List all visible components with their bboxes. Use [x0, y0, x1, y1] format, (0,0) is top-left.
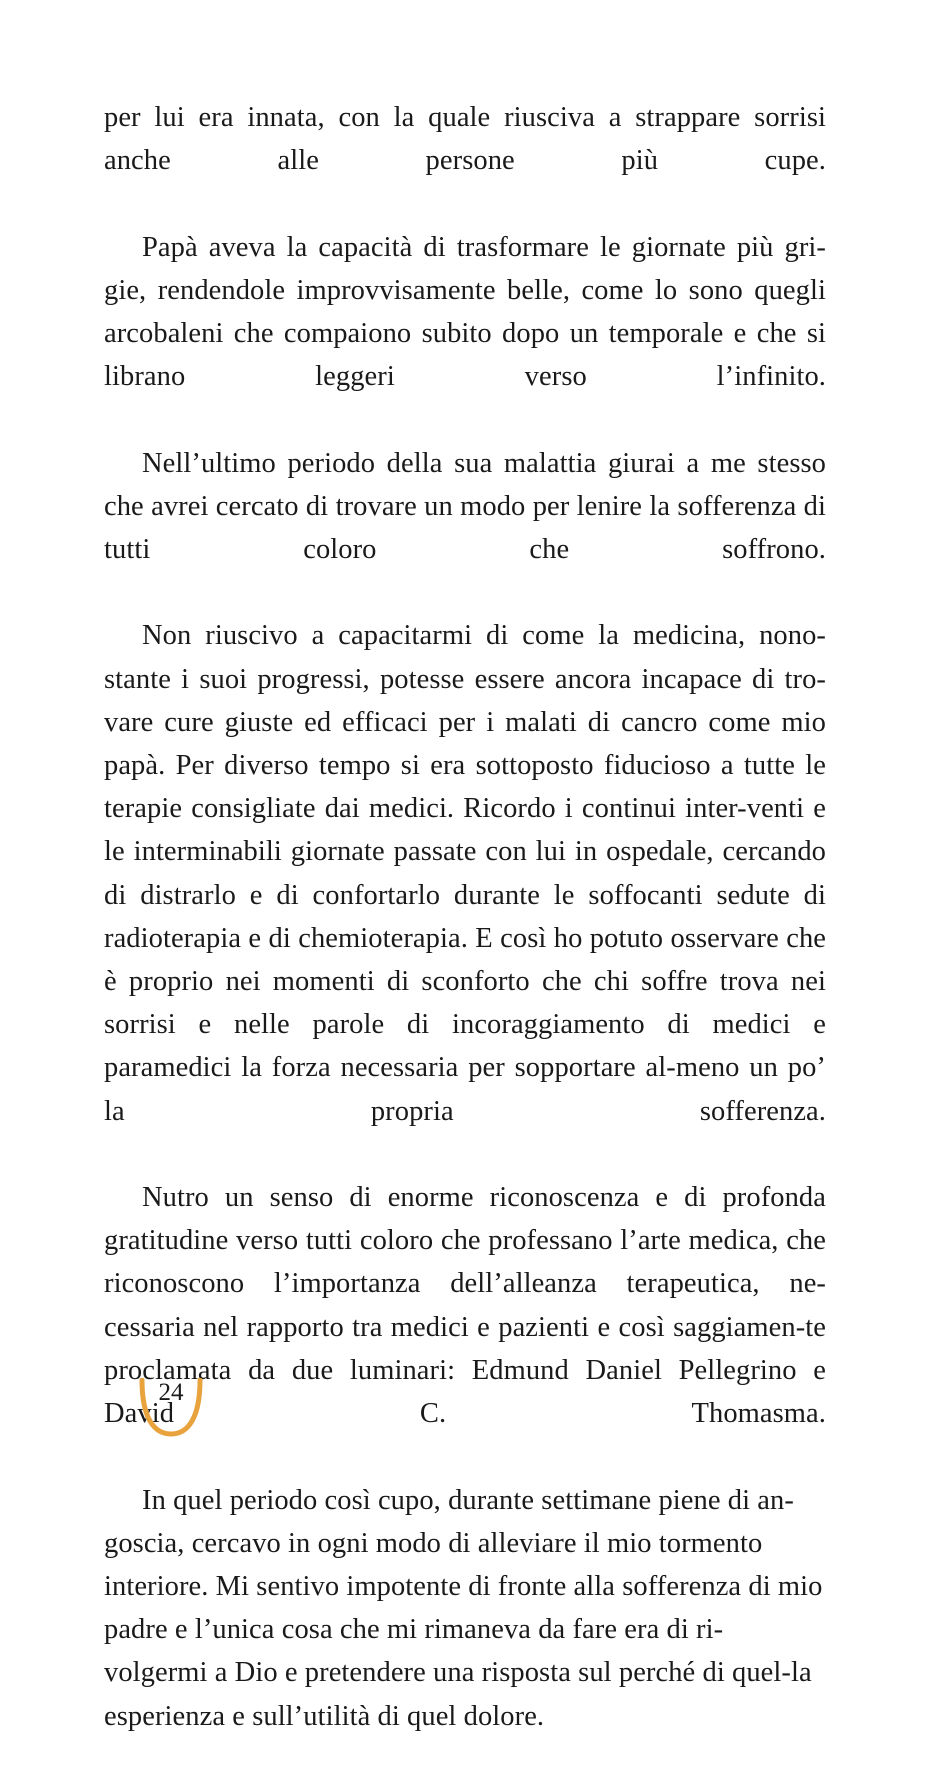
paragraph: Papà aveva la capacità di trasformare le giornate più gri-gie, rendendole improvvisamente belle, come lo sono quegli arcobaleni che compaiono subito dopo un temporale e che si librano leggeri verso l’infinito. — [104, 231, 826, 393]
page-number: 24 — [158, 1379, 184, 1406]
paragraph: Nutro un senso di enorme riconoscenza e di profonda gratitudine verso tutti coloro che professano l’arte medica, che riconoscono l’importanza dell’alleanza terapeutica, ne-cessaria nel rapporto tra medici e pazienti e così saggiamen-te proclamata da due luminari: Edmund Daniel Pellegrino e David C. Thomasma. — [104, 1182, 826, 1430]
paragraph: Nell’ultimo periodo della sua malattia giurai a me stesso che avrei cercato di trovare un modo per lenire la sofferenza di tutti coloro che soffrono. — [104, 447, 826, 566]
page-body-text — [104, 96, 826, 1781]
paragraph: In quel periodo così cupo, durante settimane piene di an-goscia, cercavo in ogni modo di alleviare il mio tormento interiore. Mi sentivo impotente di fronte alla sofferenza di mio padre e l’unica cosa che mi rimaneva da fare era di ri-volgermi a Dio e pretendere una risposta sul perché di quel-la esperienza e sull’utilità di quel dolore. — [104, 1484, 823, 1732]
paragraph: Non riuscivo a capacitarmi di come la medicina, nono-stante i suoi progressi, potesse essere ancora incapace di tro-vare cure giuste ed efficaci per i malati di cancro come mio papà. Per diverso tempo si era sottoposto fiducioso a tutte le terapie consigliate dai medici. Ricordo i continui inter-venti e le interminabili giornate passate con lui in ospedale, cercando di distrarlo e di confortarlo durante le soffocanti sedute di radioterapia e di chemioterapia. E così ho potuto osservare che è proprio nei momenti di sconforto che chi soffre trova nei sorrisi e nelle parole di incoraggiamento di medici e paramedici la forza necessaria per sopportare al-meno un po’ la propria sofferenza. — [104, 620, 826, 1127]
page-folio — [104, 1372, 264, 1462]
paragraph: per lui era innata, con la quale riusciva a strappare sorrisi anche alle persone più cupe. — [104, 102, 826, 177]
